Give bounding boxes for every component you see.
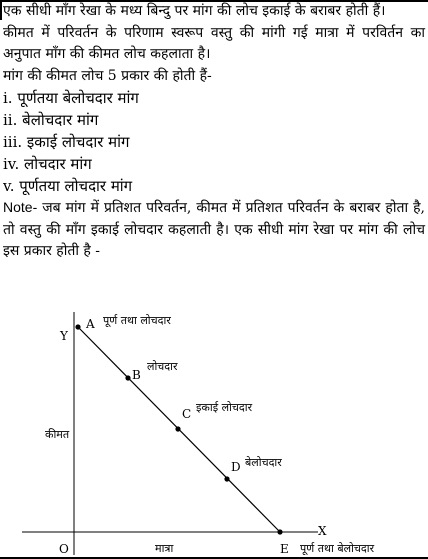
- demand-elasticity-diagram: [0, 310, 428, 559]
- origin-letter: O: [59, 542, 69, 556]
- point-a-dot: [75, 324, 80, 329]
- point-d-letter: D: [231, 460, 241, 474]
- point-c-dot: [175, 426, 180, 431]
- point-a-label: पूर्ण तथा लोचदार: [103, 314, 171, 327]
- x-axis-letter: X: [318, 524, 327, 538]
- paragraph-types-intro: मांग की कीमत लोच 5 प्रकार की होती हैं-: [3, 67, 212, 84]
- x-axis-label: मात्रा: [155, 542, 174, 555]
- point-e-dot: [277, 529, 282, 534]
- list-item-type-3: iii. इकाई लोचदार मांग: [3, 133, 130, 151]
- note-label: Note-: [3, 199, 38, 215]
- point-b-dot: [125, 375, 130, 380]
- note-text: जब मांग में प्रतिशत परिवर्तन, कीमत में प्रतिशत परिवर्तन के बराबर होता है, तो वस्तु की माँग इकाई लोचदार कहलाती है। एक सीधी मांग रेखा पर मांग की लोच इस प्रकार होती है -: [3, 200, 425, 259]
- point-d-dot: [224, 476, 229, 481]
- point-c-letter: C: [182, 407, 192, 421]
- point-e-letter: E: [280, 542, 289, 556]
- paragraph-midpoint-elasticity: एक सीधी माँग रेखा के मध्य बिन्दु पर मांग की लोच इकाई के बराबर होती हैं।: [3, 3, 386, 19]
- list-item-type-4: iv. लोचदार मांग: [3, 155, 92, 173]
- point-d-label: बेलोचदार: [245, 456, 282, 469]
- list-item-type-5: v. पूर्णतया लोचदार मांग: [3, 177, 133, 195]
- y-axis-label: कीमत: [45, 428, 70, 441]
- point-a-letter: A: [86, 317, 95, 331]
- point-c-label: इकाई लोचदार: [196, 401, 253, 414]
- document-text: [3, 1, 425, 263]
- point-b-letter: B: [132, 368, 141, 382]
- list-item-type-1: i. पूर्णतया बेलोचदार मांग: [3, 89, 139, 107]
- point-b-label: लोचदार: [147, 360, 178, 373]
- y-axis-letter: Y: [60, 329, 68, 343]
- note-paragraph: [3, 197, 425, 263]
- paragraph-price-elasticity-definition: कीमत में परिवर्तन के परिणाम स्वरूप वस्तु की मांगी गई मात्रा में परविर्तन का अनुपात माँग की कीमत लोच कहलाता है।: [3, 24, 425, 62]
- list-item-type-2: ii. बेलोचदार मांग: [3, 111, 99, 129]
- point-e-label: पूर्ण तथा बेलोचदार: [300, 542, 375, 555]
- left-border: [0, 0, 2, 20]
